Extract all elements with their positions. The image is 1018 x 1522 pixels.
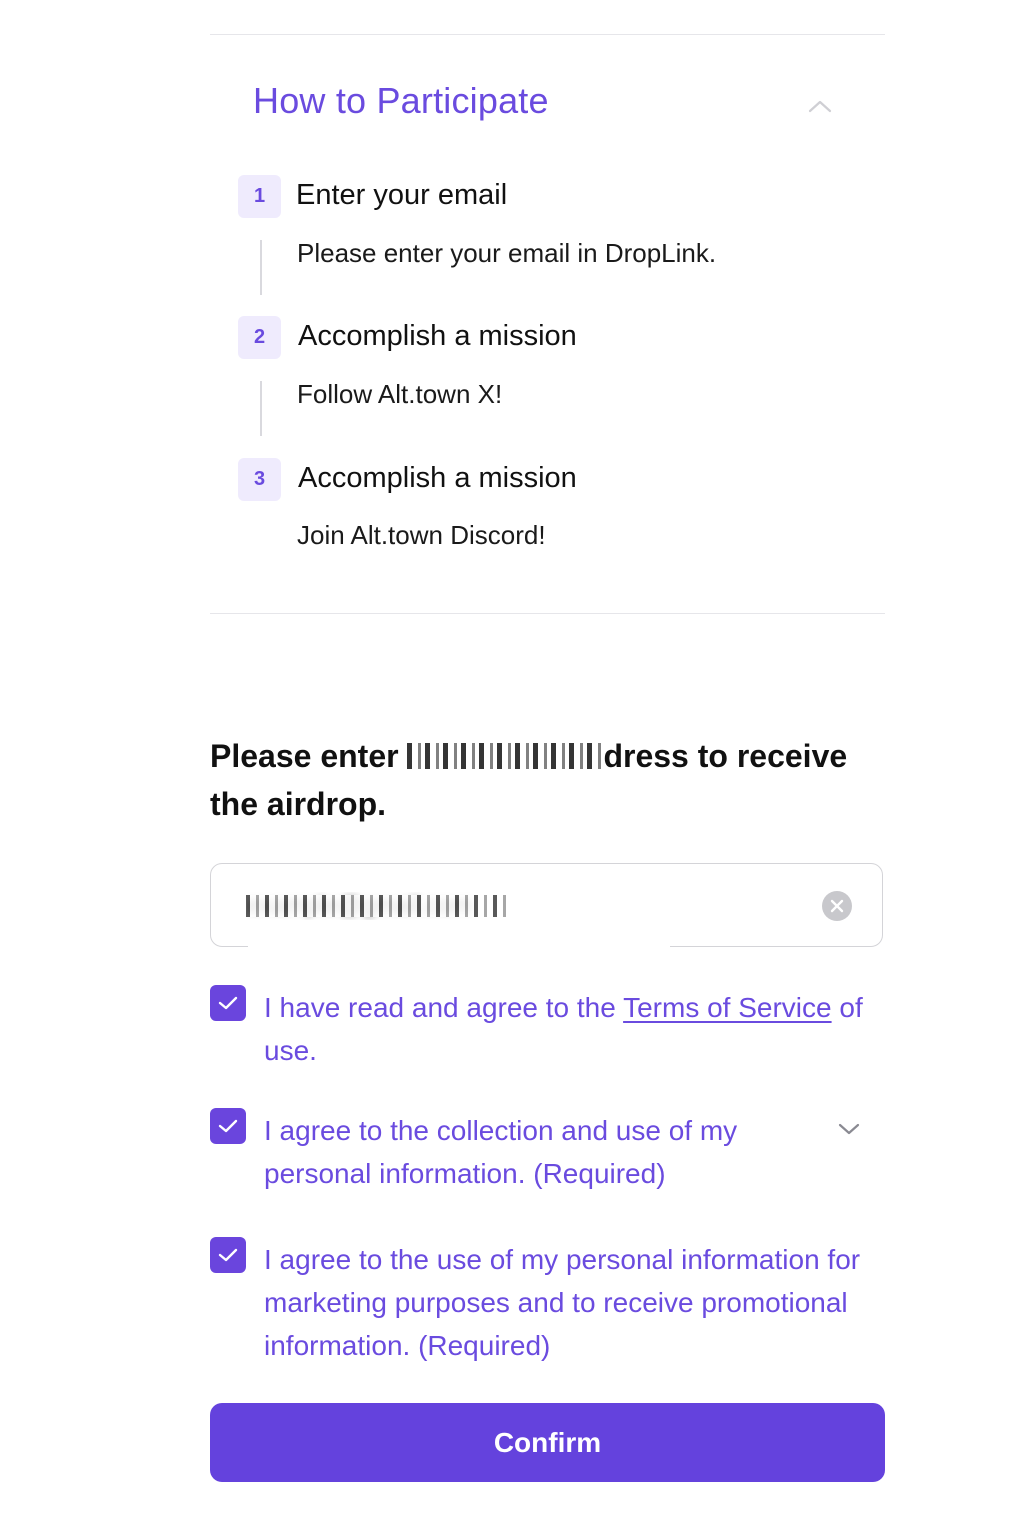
top-divider bbox=[210, 34, 885, 35]
checkmark-icon bbox=[218, 995, 238, 1011]
step-number-badge: 2 bbox=[238, 316, 281, 359]
email-prompt bbox=[210, 732, 870, 828]
email-input[interactable] bbox=[245, 884, 769, 928]
checkmark-icon bbox=[218, 1118, 238, 1134]
privacy-agreement-text: I agree to the collection and use of my personal information. (Required) bbox=[264, 1115, 738, 1189]
chevron-up-icon bbox=[807, 98, 833, 114]
clear-icon bbox=[830, 899, 844, 913]
marketing-checkbox[interactable] bbox=[210, 1237, 246, 1273]
marketing-agreement-text: I agree to the use of my personal information for marketing purposes and to receive promotional information. (Required) bbox=[264, 1244, 861, 1361]
collapse-button[interactable] bbox=[800, 88, 840, 124]
step-title: Enter your email bbox=[296, 179, 508, 211]
field-border-gap bbox=[248, 944, 670, 952]
chevron-down-icon bbox=[837, 1122, 861, 1136]
step-title: Accomplish a mission bbox=[298, 320, 577, 352]
section-title: How to Participate bbox=[253, 80, 549, 121]
step-number-badge: 1 bbox=[238, 175, 281, 218]
terms-text-start: I have read and agree to the bbox=[264, 992, 624, 1023]
redacted-text bbox=[407, 743, 603, 769]
step-description: Please enter your email in DropLink. bbox=[297, 238, 717, 268]
checkmark-icon bbox=[218, 1247, 238, 1263]
step-number-badge: 3 bbox=[238, 458, 281, 501]
prompt-text-end: dress to receive the airdrop. bbox=[210, 738, 848, 822]
terms-of-service-link[interactable]: Terms of Service bbox=[623, 992, 832, 1023]
email-field[interactable] bbox=[210, 863, 883, 947]
step-description: Follow Alt.town X! bbox=[297, 379, 503, 409]
confirm-button[interactable]: Confirm bbox=[210, 1403, 885, 1482]
step-description: Join Alt.town Discord! bbox=[297, 520, 546, 550]
prompt-text-start: Please enter bbox=[210, 738, 408, 774]
clear-button[interactable] bbox=[822, 891, 852, 921]
step-title: Accomplish a mission bbox=[298, 462, 577, 494]
step-connector-line bbox=[260, 381, 262, 436]
terms-agreement-text bbox=[264, 986, 879, 1072]
privacy-checkbox[interactable] bbox=[210, 1108, 246, 1144]
terms-checkbox[interactable] bbox=[210, 985, 246, 1021]
step-connector-line bbox=[260, 240, 262, 295]
expand-privacy-button[interactable] bbox=[830, 1112, 868, 1146]
terms-text-end: of use. bbox=[264, 992, 863, 1066]
section-divider bbox=[210, 613, 885, 614]
